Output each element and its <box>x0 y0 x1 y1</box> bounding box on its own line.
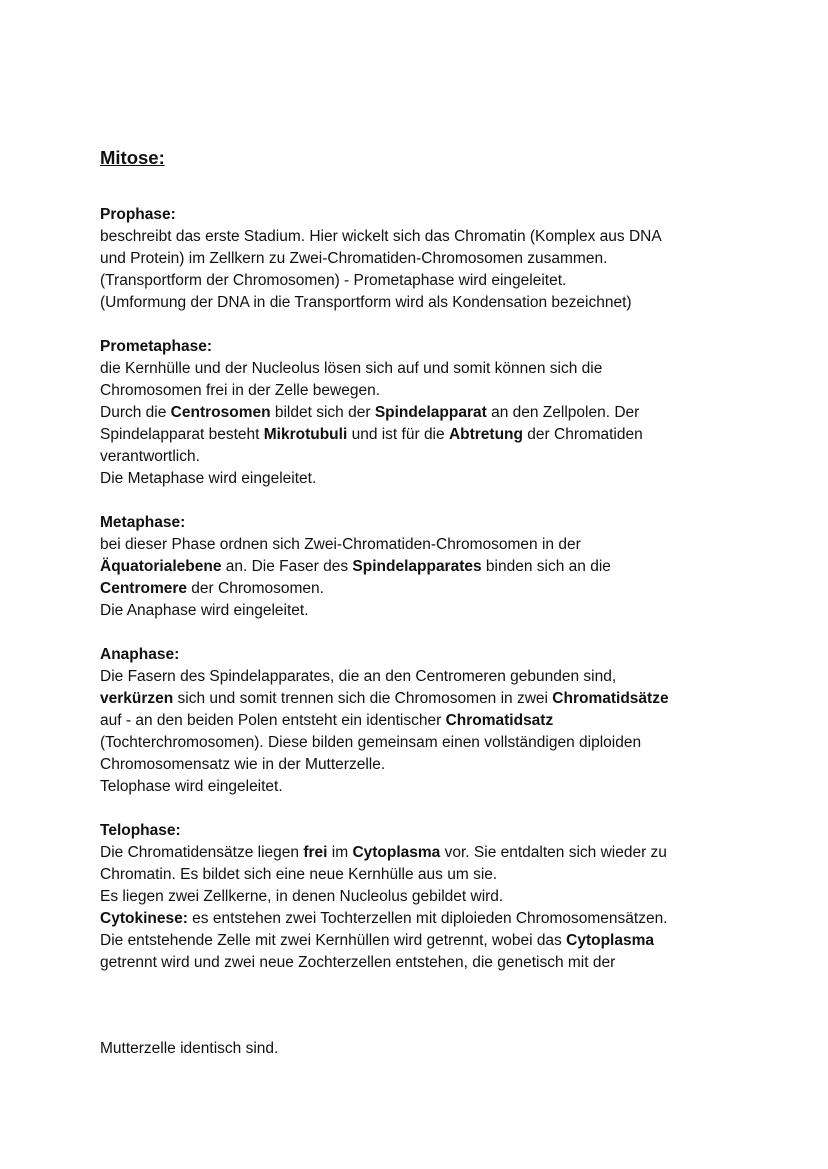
text-run: binden sich an die <box>481 558 611 575</box>
prophase-line-4: (Umformung der DNA in die Transportform wird als Kondensation bezeichnet) <box>100 294 632 311</box>
text-run: vor. Sie entdalten sich wieder zu <box>440 844 667 861</box>
term-spindelapparat: Spindelapparat <box>374 404 487 421</box>
telophase-line-3: Es liegen zwei Zellkerne, in denen Nucleolus gebildet wird. <box>100 888 504 905</box>
text-run: auf - an den beiden Polen entsteht ein identischer <box>100 712 446 729</box>
prometaphase-line-5: verantwortlich. <box>100 448 200 465</box>
text-run: Durch die <box>100 404 171 421</box>
section-prophase <box>100 204 740 314</box>
term-cytoplasma-2: Cytoplasma <box>566 932 654 949</box>
term-spindelapparates: Spindelapparates <box>352 558 482 575</box>
document-body <box>100 146 740 996</box>
section-telophase <box>100 820 740 974</box>
section-metaphase <box>100 512 740 622</box>
term-aequatorialebene: Äquatorialebene <box>100 558 222 575</box>
prophase-line-3: (Transportform der Chromosomen) - Prometaphase wird eingeleitet. <box>100 272 567 289</box>
heading-prophase: Prophase: <box>100 206 176 223</box>
text-run: Spindelapparat besteht <box>100 426 264 443</box>
term-cytoplasma: Cytoplasma <box>352 844 441 861</box>
prometaphase-line-4 <box>100 424 740 446</box>
telophase-line-5 <box>100 930 740 952</box>
text-run: Die Chromatidensätze liegen <box>100 844 304 861</box>
prophase-line-1: beschreibt das erste Stadium. Hier wickelt sich das Chromatin (Komplex aus DNA <box>100 228 662 245</box>
page-footer-continuation: Mutterzelle identisch sind. <box>100 1040 279 1057</box>
anaphase-line-4: (Tochterchromosomen). Diese bilden gemeinsam einen vollständigen diploiden <box>100 734 642 751</box>
prometaphase-line-6: Die Metaphase wird eingeleitet. <box>100 470 317 487</box>
text-run: bildet sich der <box>270 404 375 421</box>
metaphase-line-3 <box>100 578 740 600</box>
term-cytokinese: Cytokinese: <box>100 910 188 927</box>
term-frei: frei <box>303 844 328 861</box>
anaphase-line-3 <box>100 710 740 732</box>
term-abtretung: Abtretung <box>448 426 523 443</box>
section-anaphase <box>100 644 740 798</box>
term-mikrotubuli: Mikrotubuli <box>263 426 348 443</box>
term-chromatidsaetze: Chromatidsätze <box>552 690 669 707</box>
term-centrosomen: Centrosomen <box>170 404 271 421</box>
heading-anaphase: Anaphase: <box>100 646 180 663</box>
prometaphase-line-2: Chromosomen frei in der Zelle bewegen. <box>100 382 380 399</box>
text-run: an den Zellpolen. Der <box>486 404 640 421</box>
text-run: an. Die Faser des <box>221 558 353 575</box>
prometaphase-line-3 <box>100 402 740 424</box>
metaphase-line-2 <box>100 556 740 578</box>
section-prometaphase <box>100 336 740 490</box>
telophase-line-2: Chromatin. Es bildet sich eine neue Kernhülle aus um sie. <box>100 866 498 883</box>
text-run: Die entstehende Zelle mit zwei Kernhüllen wird getrennt, wobei das <box>100 932 567 949</box>
text-run: im <box>327 844 353 861</box>
telophase-line-1 <box>100 842 740 864</box>
anaphase-line-6: Telophase wird eingeleitet. <box>100 778 283 795</box>
text-run: der Chromatiden <box>522 426 643 443</box>
text-run: sich und somit trennen sich die Chromosomen in zwei <box>173 690 553 707</box>
heading-prometaphase: Prometaphase: <box>100 338 212 355</box>
telophase-line-6: getrennt wird und zwei neue Zochterzellen entstehen, die genetisch mit der <box>100 954 616 971</box>
heading-metaphase: Metaphase: <box>100 514 186 531</box>
text-run: es entstehen zwei Tochterzellen mit diploieden Chromosomensätzen. <box>187 910 668 927</box>
prometaphase-line-1: die Kernhülle und der Nucleolus lösen sich auf und somit können sich die <box>100 360 603 377</box>
text-run: der Chromosomen. <box>187 580 324 597</box>
anaphase-line-1: Die Fasern des Spindelapparates, die an den Centromeren gebunden sind, <box>100 668 617 685</box>
term-centromere: Centromere <box>100 580 187 597</box>
prophase-line-2: und Protein) im Zellkern zu Zwei-Chromatiden-Chromosomen zusammen. <box>100 250 608 267</box>
page-title: Mitose: <box>100 147 165 168</box>
term-verkuerzen: verkürzen <box>100 690 174 707</box>
anaphase-line-5: Chromosomensatz wie in der Mutterzelle. <box>100 756 386 773</box>
metaphase-line-1: bei dieser Phase ordnen sich Zwei-Chromatiden-Chromosomen in der <box>100 536 581 553</box>
text-run: und ist für die <box>347 426 449 443</box>
telophase-line-4 <box>100 908 740 930</box>
metaphase-line-4: Die Anaphase wird eingeleitet. <box>100 602 309 619</box>
anaphase-line-2 <box>100 688 740 710</box>
term-chromatidsatz: Chromatidsatz <box>445 712 554 729</box>
heading-telophase: Telophase: <box>100 822 181 839</box>
